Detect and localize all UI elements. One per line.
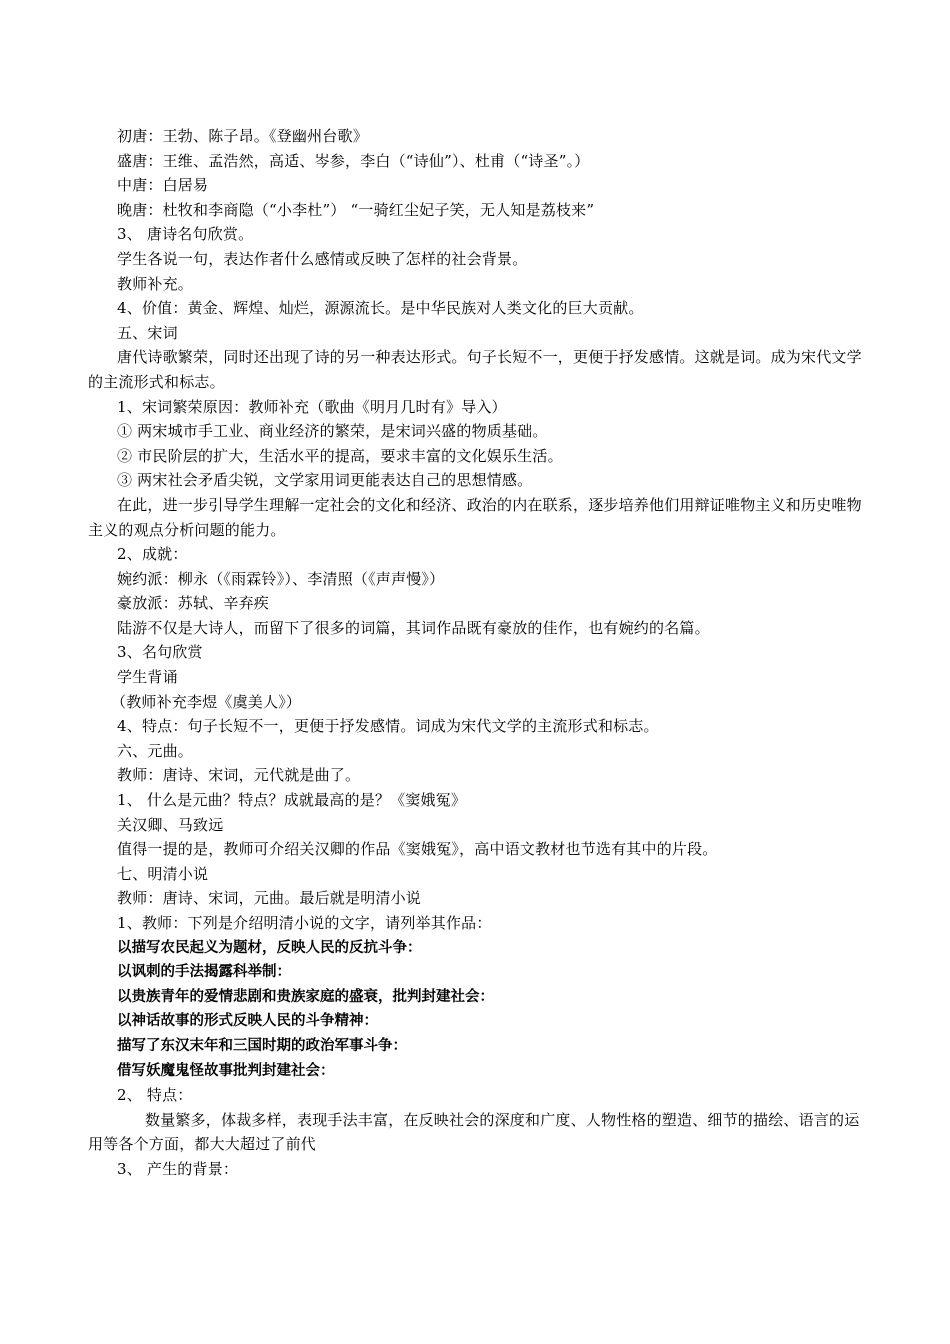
text-line: 学生各说一句，表达作者什么感情或反映了怎样的社会背景。 (117, 249, 528, 268)
list-item: ③ 两宋社会矛盾尖锐，文学家用词更能表达自己的思想情感。 (117, 471, 533, 490)
text-line: 陆游不仅是大诗人，而留下了很多的词篇，其词作品既有豪放的佳作，也有婉约的名篇。 (117, 618, 710, 637)
text-line: 4、价值：黄金、辉煌、灿烂，源源流长。是中华民族对人类文化的巨大贡献。 (117, 299, 644, 318)
text-line: 学生背诵 (117, 668, 178, 687)
text-line: 中唐：白居易 (117, 176, 209, 195)
text-line: 1、宋词繁荣原因：教师补充（歌曲《明月几时有》导入） (117, 397, 507, 416)
text-line: 1、教师：下列是介绍明清小说的文字，请列举其作品： (117, 914, 492, 932)
bold-prompt: 借写妖魔鬼怪故事批判封建社会： (117, 1062, 335, 1079)
section-heading: 五、宋词 (117, 323, 178, 342)
section-heading: 六、元曲。 (117, 741, 194, 760)
text-line: 3、名句欣赏 (117, 643, 203, 662)
text-line: 晚唐：杜牧和李商隐（“小李杜”） “一骑红尘妃子笑，无人知是荔枝来” (117, 200, 595, 219)
text-line: 3、 产生的背景： (117, 1159, 239, 1178)
bold-prompt: 描写了东汉末年和三国时期的政治军事斗争： (117, 1037, 407, 1054)
text-line: 盛唐：王维、孟浩然，高适、岑参，李白（“诗仙”）、杜甫（“诗圣”。） (117, 151, 590, 170)
text-line: 2、 特点： (117, 1086, 193, 1105)
text-line: 4、特点：句子长短不一，更便于抒发感情。词成为宋代文学的主流形式和标志。 (117, 717, 659, 736)
text-line: 豪放派：苏轼、辛弃疾 (117, 594, 270, 613)
list-item: ① 两宋城市手工业、商业经济的繁荣，是宋词兴盛的物质基础。 (117, 422, 548, 441)
text-line: 婉约派：柳永（《雨霖铃》）、李清照（《声声慢》） (117, 569, 445, 588)
text-line: （教师补充李煜《虞美人》） (111, 692, 302, 711)
bold-prompt: 以贵族青年的爱情悲剧和贵族家庭的盛衰，批判封建社会： (117, 988, 494, 1005)
section-heading: 七、明清小说 (117, 864, 209, 883)
text-line: 教师：唐诗、宋词，元代就是曲了。 (117, 766, 361, 785)
list-item: ② 市民阶层的扩大，生活水平的提高，要求丰富的文化娱乐生活。 (117, 446, 563, 465)
paragraph: 唐代诗歌繁荣，同时还出现了诗的另一种表达形式。句子长短不一，更便于抒发感情。这就是词。成为宋代文学的主流形式和标志。 (88, 348, 862, 391)
paragraph: 在此，进一步引导学生理解一定社会的文化和经济、政治的内在联系，逐步培养他们用辩证唯物主义和历史唯物主义的观点分析问题的能力。 (88, 495, 862, 539)
section-heading: 3、 唐诗名句欣赏。 (117, 225, 254, 244)
document-body (88, 124, 867, 1182)
text-line: 教师补充。 (117, 274, 194, 293)
bold-prompt: 以神话故事的形式反映人民的斗争精神： (117, 1013, 378, 1030)
text-line: 2、成就： (117, 545, 188, 564)
bold-prompt: 以讽刺的手法揭露科举制： (117, 964, 291, 981)
bold-prompt: 以描写农民起义为题材，反映人民的反抗斗争： (117, 939, 422, 956)
text-line: 教师：唐诗、宋词，元曲。最后就是明清小说 (117, 889, 422, 908)
text-line: 关汉卿、马致远 (117, 815, 224, 834)
paragraph: 数量繁多，体裁多样，表现手法丰富，在反映社会的深度和广度、人物性格的塑造、细节的描绘、语言的运用等各个方面，都大大超过了前代 (88, 1110, 860, 1154)
text-line: 值得一提的是，教师可介绍关汉卿的作品《窦娥冤》，高中语文教材也节选有其中的片段。 (117, 840, 718, 859)
text-line: 初唐：王勃、陈子昂。《登幽州台歌》 (117, 127, 368, 145)
text-line: 1、 什么是元曲？特点？成就最高的是？《窦娥冤》 (117, 791, 467, 810)
